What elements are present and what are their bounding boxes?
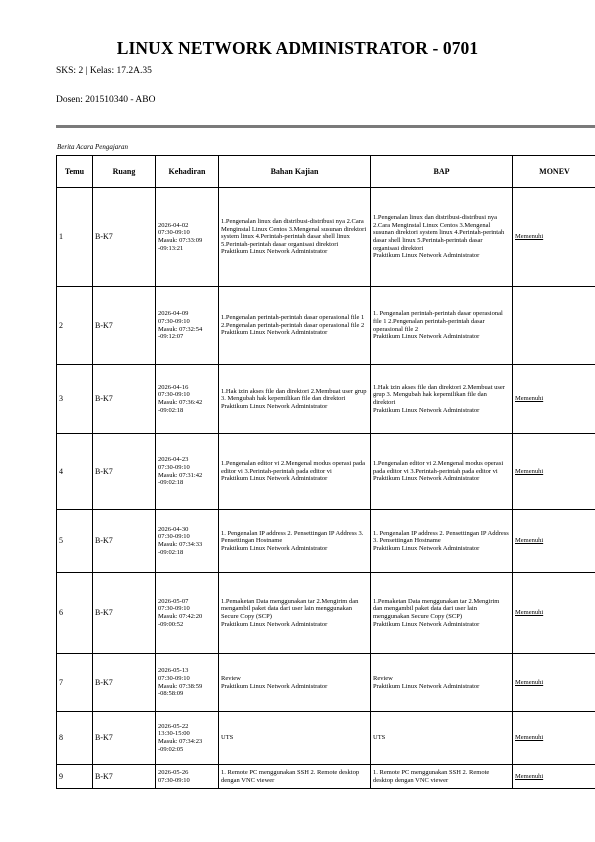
cell-ruang: B-K7: [93, 287, 156, 365]
table-row: [57, 712, 595, 765]
table-row: [57, 434, 595, 510]
divider: [56, 125, 595, 128]
cell-temu: 6: [57, 573, 93, 654]
cell-kehadiran: 2026-05-07 07:30-09:10 Masuk: 07:42:20 -09:00:52: [156, 573, 219, 654]
cell-monev: Memenuhi: [513, 510, 595, 573]
page-title: LINUX NETWORK ADMINISTRATOR - 0701: [116, 38, 479, 58]
cell-bap: 1. Pengenalan IP address 2. Pensettingan IP Address 3. Pensettingan Hostname Praktikum Linux Network Administrator: [371, 510, 513, 573]
cell-bahan-kajian: 1.Pengenalan linux dan distribusi-distribusi nya 2.Cara Menginstal Linux Centos 3.Mengenal susunan direktori system linux 4.Perintah-perintah dasar shell linux 5.Perintah-perintah dasar organisasi direktori Praktikum Linux Network Administrator: [219, 188, 371, 287]
cell-bahan-kajian: 1. Remote PC menggunakan SSH 2. Remote desktop dengan VNC viewer: [219, 765, 371, 789]
col-header-ruang: Ruang: [93, 156, 156, 188]
table-row: [57, 765, 595, 789]
table-row: [57, 365, 595, 434]
cell-ruang: B-K7: [93, 712, 156, 765]
cell-monev: Memenuhi: [513, 654, 595, 712]
sks-kelas-info: SKS: 2 | Kelas: 17.2A.35: [56, 66, 152, 76]
table-row: [57, 188, 595, 287]
cell-monev: Memenuhi: [513, 573, 595, 654]
table-row: [57, 654, 595, 712]
bap-table: [56, 155, 595, 789]
cell-kehadiran: 2026-05-26 07:30-09:10: [156, 765, 219, 789]
cell-bahan-kajian: 1.Pemaketan Data menggunakan tar 2.Mengirim dan mengambil paket data dari user lain menggunakan Secure Copy (SCP) Praktikum Linux Network Administrator: [219, 573, 371, 654]
cell-kehadiran: 2026-04-16 07:30-09:10 Masuk: 07:36:42 -09:02:18: [156, 365, 219, 434]
cell-kehadiran: 2026-04-23 07:30-09:10 Masuk: 07:31:42 -09:02:18: [156, 434, 219, 510]
table-row: [57, 287, 595, 365]
cell-bap: 1.Pengenalan editor vi 2.Mengenal modus operasi pada editor vi 3.Perintah-perintah pada editor vi Praktikum Linux Network Administrator: [371, 434, 513, 510]
col-header-bahan-kajian: Bahan Kajian: [219, 156, 371, 188]
cell-ruang: B-K7: [93, 510, 156, 573]
cell-temu: 5: [57, 510, 93, 573]
cell-kehadiran: 2026-05-22 13:30-15:00 Masuk: 07:34:23 -09:02:05: [156, 712, 219, 765]
cell-bahan-kajian: 1.Hak izin akses file dan direktori 2.Membuat user grup 3. Mengubah hak kepemilikan file dan direktori Praktikum Linux Network Administrator: [219, 365, 371, 434]
cell-ruang: B-K7: [93, 573, 156, 654]
table-header-row: [57, 156, 595, 188]
col-header-bap: BAP: [371, 156, 513, 188]
cell-bap: 1.Pengenalan linux dan distribusi-distribusi nya 2.Cara Menginstal Linux Centos 3.Mengenal susunan direktori system linux 4.Perintah-perintah dasar shell linux 5.Perintah-perintah dasar organisasi direktori Praktikum Linux Network Administrator: [371, 188, 513, 287]
cell-bap: 1. Remote PC menggunakan SSH 2. Remote desktop dengan VNC viewer: [371, 765, 513, 789]
cell-temu: 7: [57, 654, 93, 712]
table-row: [57, 573, 595, 654]
cell-kehadiran: 2026-04-30 07:30-09:10 Masuk: 07:34:33 -09:02:18: [156, 510, 219, 573]
cell-temu: 1: [57, 188, 93, 287]
cell-kehadiran: 2026-05-13 07:30-09:10 Masuk: 07:38:59 -08:58:09: [156, 654, 219, 712]
cell-temu: 9: [57, 765, 93, 789]
cell-monev: [513, 287, 595, 365]
cell-kehadiran: 2026-04-02 07:30-09:10 Masuk: 07:33:09 -09:13:21: [156, 188, 219, 287]
cell-monev: Memenuhi: [513, 365, 595, 434]
cell-bahan-kajian: 1.Pengenalan editor vi 2.Mengenal modus operasi pada editor vi 3.Perintah-perintah pada editor vi Praktikum Linux Network Administrator: [219, 434, 371, 510]
table-row: [57, 510, 595, 573]
cell-monev: Memenuhi: [513, 765, 595, 789]
cell-temu: 4: [57, 434, 93, 510]
cell-kehadiran: 2026-04-09 07:30-09:10 Masuk: 07:32:54 -09:12:07: [156, 287, 219, 365]
cell-monev: Memenuhi: [513, 712, 595, 765]
cell-bahan-kajian: Review Praktikum Linux Network Administrator: [219, 654, 371, 712]
cell-monev: Memenuhi: [513, 434, 595, 510]
cell-bap: 1.Pemaketan Data menggunakan tar 2.Mengirim dan mengambil paket data dari user lain menggunakan Secure Copy (SCP) Praktikum Linux Network Administrator: [371, 573, 513, 654]
cell-ruang: B-K7: [93, 765, 156, 789]
cell-bap: 1.Hak izin akses file dan direktori 2.Membuat user grup 3. Mengubah hak kepemilikan file dan direktori Praktikum Linux Network Administrator: [371, 365, 513, 434]
cell-ruang: B-K7: [93, 654, 156, 712]
cell-bap: Review Praktikum Linux Network Administrator: [371, 654, 513, 712]
cell-bap: UTS: [371, 712, 513, 765]
cell-temu: 8: [57, 712, 93, 765]
cell-temu: 2: [57, 287, 93, 365]
col-header-monev: MONEV: [513, 156, 595, 188]
cell-ruang: B-K7: [93, 365, 156, 434]
dosen-info: Dosen: 201510340 - ABO: [56, 95, 156, 105]
col-header-kehadiran: Kehadiran: [156, 156, 219, 188]
cell-bahan-kajian: 1. Pengenalan IP address 2. Pensettingan IP Address 3. Pensettingan Hostname Praktikum Linux Network Administrator: [219, 510, 371, 573]
cell-monev: Memenuhi: [513, 188, 595, 287]
cell-ruang: B-K7: [93, 188, 156, 287]
cell-bahan-kajian: 1.Pengenalan perintah-perintah dasar operasional file 1 2.Pengenalan perintah-perintah dasar operasional file 2 Praktikum Linux Network Administrator: [219, 287, 371, 365]
cell-temu: 3: [57, 365, 93, 434]
col-header-temu: Temu: [57, 156, 93, 188]
cell-bap: 1. Pengenalan perintah-perintah dasar operasional file 1 2.Pengenalan perintah-perintah dasar operasional file 2 Praktikum Linux Network Administrator: [371, 287, 513, 365]
cell-ruang: B-K7: [93, 434, 156, 510]
cell-bahan-kajian: UTS: [219, 712, 371, 765]
section-title: Berita Acara Pengajaran: [57, 143, 129, 151]
